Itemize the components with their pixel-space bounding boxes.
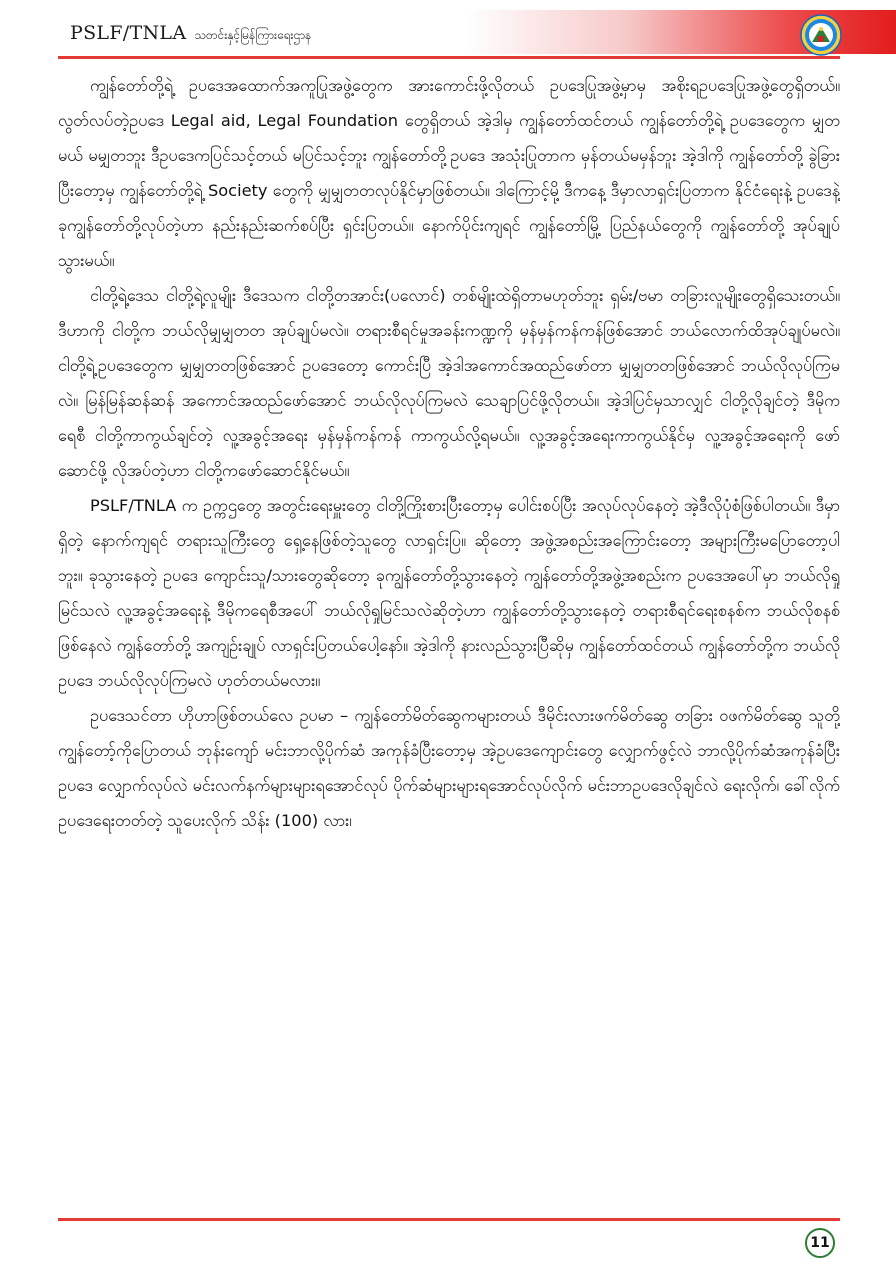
header-subtitle: သတင်းနှင့်မြန်ကြားရေးဌာန: [194, 28, 312, 42]
article-body: [58, 68, 840, 1198]
header-org-name: PSLF/TNLA: [70, 22, 187, 44]
page-header: [0, 0, 896, 70]
paragraph: ကျွန်တော်တို့ရဲ့ ဥပဒေအထောက်အကူပြုအဖွဲ့တွေက အားကောင်းဖို့လိုတယ် ဥပဒေပြုအဖွဲ့မှာမှ အစိုးရဥပဒေပြုအဖွဲ့တွေရှိတယ်။ လွတ်လပ်တဲ့ဥပဒေ Legal aid, Legal Foundation တွေရှိတယ် အဲ့ဒါမှ ကျွန်တော်ထင်တယ် ကျွန်တော်တို့ရဲ့ ဥပဒေတွေက မျှတမယ် မမျှတဘူး ဒီဥပဒေကပြင်သင့်တယ် မပြင်သင့်ဘူး ကျွန်တော်တို့ဥပဒေ အသုံးပြုတာက မှန်တယ်မမှန်ဘူး အဲ့ဒါကို ကျွန်တော်တို့ ခွဲခြားပြီးတော့မှ ကျွန်တော်တို့ရဲ့ Society တွေကို မျှမျှတတလုပ်နိုင်မှာဖြစ်တယ်။ ဒါကြောင့်မို့ ဒီကနေ့ ဒီမှာလာရှင်းပြတာက နိုင်ငံရေးနဲ့ ဥပဒေနဲ့ ခုကျွန်တော်တို့လုပ်တဲ့ဟာ နည်းနည်းဆက်စပ်ပြီး ရှင်းပြတယ်။ နောက်ပိုင်းကျရင် ကျွန်တော်မြို့ ပြည်နယ်တွေကို ကျွန်တော်တို့ အုပ်ချုပ်သွားမယ်။: [58, 76, 840, 270]
paragraph: ငါတို့ရဲ့ဒေသ ငါတို့ရဲ့လူမျိုး ဒီဒေသက ငါတို့တအာင်း(ပလောင်) တစ်မျိုးထဲရှိတာမဟုတ်ဘူး ရှမ်း/ဗမာ တခြားလူမျိုးတွေရှိသေးတယ်။ ဒီဟာကို ငါတို့က ဘယ်လိုမျှမျှတတ အုပ်ချုပ်မလဲ။ တရားစီရင်မှုအခန်းကဏ္ဍကို မှန်မှန်ကန်ကန်ဖြစ်အောင် ဘယ်လောက်ထိအုပ်ချုပ်မလဲ။ ငါတို့ရဲ့ဥပဒေတွေက မျှမျှတတဖြစ်အောင် ဥပဒေတော့ ကောင်းပြီ အဲ့ဒါအကောင်အထည်ဖော်တာ မျှမျှတတဖြစ်အောင် ဘယ်လိုလုပ်ကြမလဲ။ မြန်မြန်ဆန်ဆန် အကောင်အထည်ဖော်အောင် ဘယ်လိုလုပ်ကြမလဲ သေချာပြင်ဖို့လိုတယ်။ အဲ့ဒါပြင်မှသာလျှင် ငါတို့လိုချင်တဲ့ ဒီမိုကရေစီ ငါတို့ကာကွယ်ချင်တဲ့ လူ့အခွင့်အရေး မှန်မှန်ကန်ကန် ကာကွယ်လို့ရမယ်။ လူ့အခွင့်အရေးကာကွယ်နိုင်မှ လူ့အခွင့်အရေးကို ဖော်ဆောင်ဖို့ လိုအပ်တဲ့ဟာ ငါတို့ကဖော်ဆောင်နိုင်မယ်။: [58, 286, 840, 480]
header-title: [70, 22, 311, 46]
footer-rule: [58, 1218, 840, 1221]
paragraph: PSLF/TNLA က ဥက္ကဌတွေ အတွင်းရေးမှူးတွေ ငါတို့ကြိုးစားပြီးတော့မှ ပေါင်းစပ်ပြီး အလုပ်လုပ်နေတဲ့ အဲ့ဒီလိုပုံစံဖြစ်ပါတယ်။ ဒီမှာရှိတဲ့ နောက်ကျရင် တရားသူကြီးတွေ ရှေ့နေဖြစ်တဲ့သူတွေ လာရှင်းပြ။ ဆိုတော့ အဖွဲ့အစည်းအကြောင်းတော့ အများကြီးမပြောတော့ပါဘူး။ ခုသွားနေတဲ့ ဥပဒေ ကျောင်းသူ/သားတွေဆိုတော့ ခုကျွန်တော်တို့သွားနေတဲ့ ကျွန်တော်တို့အဖွဲ့အစည်းက ဥပဒေအပေါ်မှာ ဘယ်လိုရှုမြင်သလဲ လူ့အခွင့်အရေးနဲ့ ဒီမိုကရေစီအပေါ် ဘယ်လိုရှုမြင်သလဲဆိုတဲ့ဟာ ကျွန်တော်တို့သွားနေတဲ့ တရားစီရင်ရေးစနစ်က ဘယ်လိုစနစ်ဖြစ်နေလဲ ကျွန်တော်တို့ အကျဉ်းချုပ် လာရှင်းပြတယ်ပေါ့နော်။ အဲ့ဒါကို နားလည်သွားပြီဆိုမှ ကျွန်တော်ထင်တယ် ကျွန်တော်တို့က ဘယ်လိုဥပဒေ ဘယ်လိုလုပ်ကြမလဲ ဟုတ်တယ်မလား။: [58, 496, 840, 690]
page-number-badge: 11: [805, 1228, 835, 1258]
header-rule: [58, 56, 840, 59]
organization-emblem-icon: [800, 14, 842, 56]
paragraph: ဥပဒေသင်တာ ဟိုဟာဖြစ်တယ်လေ ဥပမာ – ကျွန်တော်မိတ်ဆွေကများတယ် ဒီမိုင်းလားဖက်မိတ်ဆွေ တခြား ဝဖက်မိတ်ဆွေ သူတို့ကျွန်တော့်ကိုပြောတယ် ဘုန်းကျော် မင်းဘာလို့ပိုက်ဆံ အကုန်ခံပြီးတော့မှ အဲ့ဥပဒေကျောင်းတွေ လျှောက်ဖွင့်လဲ ဘာလို့ပိုက်ဆံအကုန်ခံပြီး ဥပဒေ လျှောက်လုပ်လဲ မင်းလက်နက်များများရအောင်လုပ် ပိုက်ဆံများများရအောင်လုပ်လိုက် မင်းဘာဥပဒေလိုချင်လဲ ရေးလိုက်၊ ခေါ်လိုက် ဥပဒေရေးတတ်တဲ့ သူပေးလိုက် သိန်း (100) လား၊: [58, 706, 840, 830]
